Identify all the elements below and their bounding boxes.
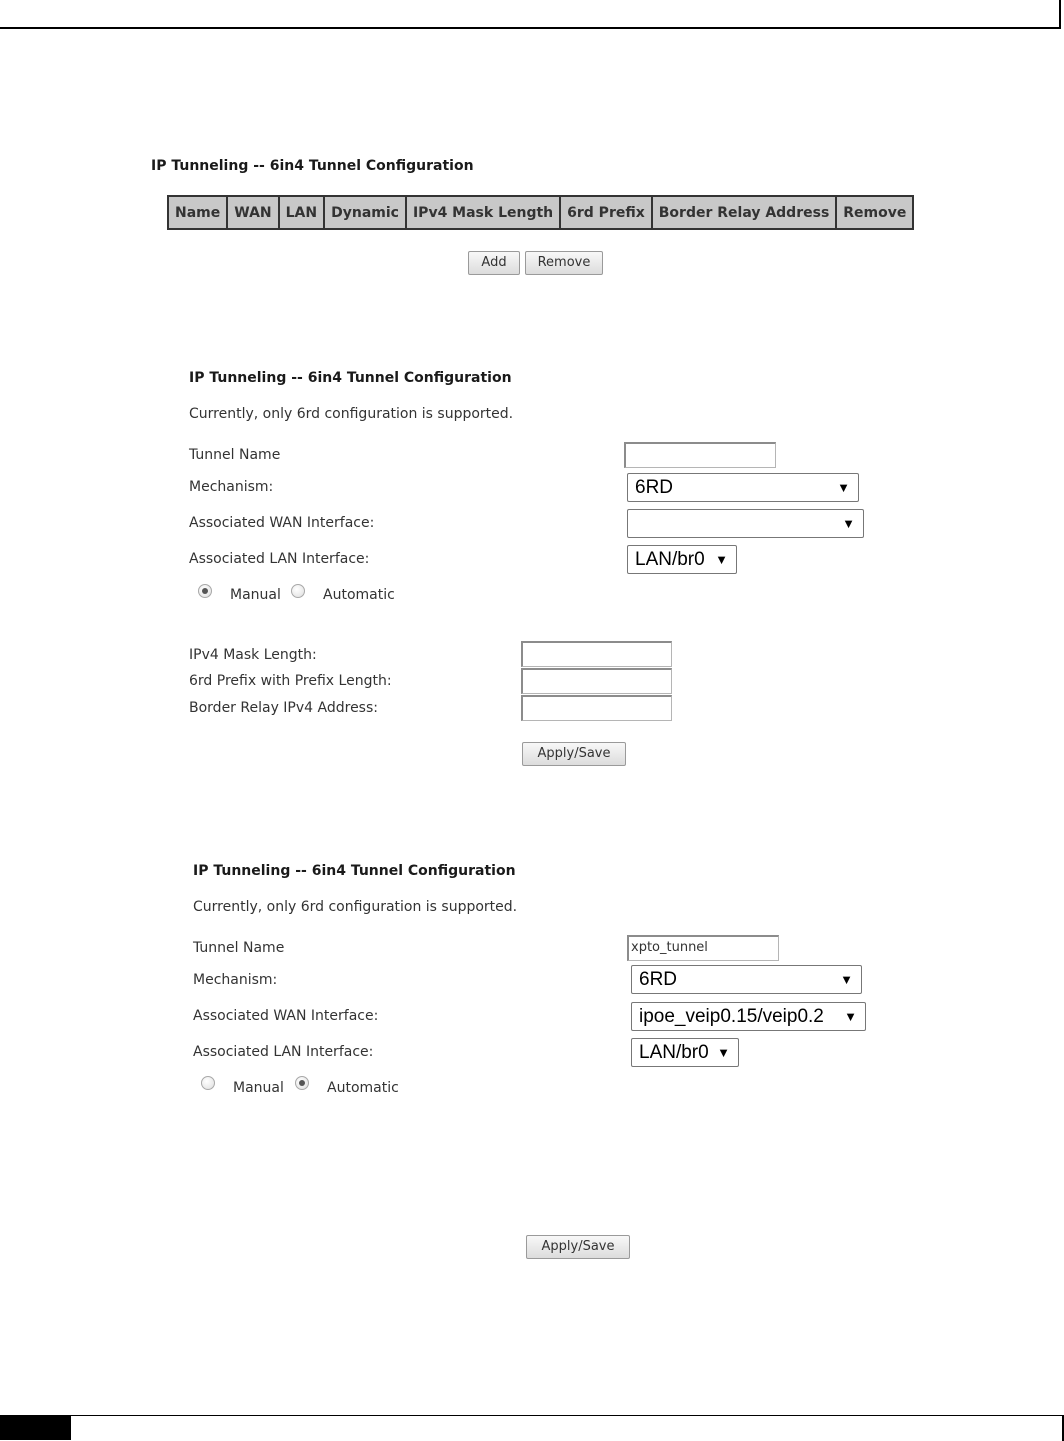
panel3-mechanism-value: 6RD — [639, 969, 678, 990]
panel2-tunnel-name-label: Tunnel Name — [189, 447, 281, 463]
col-remove: Remove — [836, 196, 913, 229]
panel3-wan-value: ipoe_veip0.15/veip0.2 — [639, 1006, 824, 1027]
dropdown-arrow-icon: ▼ — [840, 972, 853, 987]
col-lan: LAN — [279, 196, 324, 229]
dropdown-arrow-icon: ▼ — [844, 1009, 857, 1024]
panel2-lan-value: LAN/br0 — [635, 549, 705, 570]
panel2-manual-radio[interactable] — [198, 584, 212, 598]
tunnel-table-header — [168, 196, 913, 229]
panel3-wan-label: Associated WAN Interface: — [193, 1008, 379, 1024]
panel3-manual-radio[interactable] — [201, 1076, 215, 1090]
add-button[interactable]: Add — [468, 251, 520, 275]
panel2-relay-input[interactable] — [521, 695, 672, 721]
panel2-apply-save-button[interactable]: Apply/Save — [522, 742, 626, 766]
dropdown-arrow-icon: ▼ — [837, 480, 850, 495]
col-border-relay-address: Border Relay Address — [652, 196, 837, 229]
panel3-automatic-label: Automatic — [327, 1080, 399, 1096]
dropdown-arrow-icon: ▼ — [842, 516, 855, 531]
panel2-wan-select[interactable] — [627, 509, 864, 538]
panel3-tunnel-name-input[interactable]: xpto_tunnel — [627, 935, 779, 961]
panel2-mechanism-select[interactable] — [627, 473, 859, 502]
panel3-mechanism-label: Mechanism: — [193, 972, 278, 988]
panel2-automatic-label: Automatic — [323, 587, 395, 603]
panel3-apply-save-button[interactable]: Apply/Save — [526, 1235, 630, 1259]
panel2-mechanism-value: 6RD — [635, 477, 674, 498]
dropdown-arrow-icon: ▼ — [715, 552, 728, 567]
page-footer-border — [0, 1415, 1064, 1441]
col-name: Name — [168, 196, 227, 229]
panel3-wan-select[interactable] — [631, 1002, 866, 1031]
panel2-manual-label: Manual — [230, 587, 281, 603]
panel2-mask-input[interactable] — [521, 641, 672, 667]
panel3-lan-label: Associated LAN Interface: — [193, 1044, 374, 1060]
panel1-title: IP Tunneling -- 6in4 Tunnel Configuration — [151, 158, 474, 174]
panel2-note: Currently, only 6rd configuration is supported. — [189, 406, 514, 422]
panel3-lan-select[interactable] — [631, 1038, 739, 1067]
page-footer-block — [0, 1416, 71, 1440]
panel2-tunnel-name-input[interactable] — [624, 442, 776, 468]
col-6rd-prefix: 6rd Prefix — [560, 196, 652, 229]
panel3-tunnel-name-label: Tunnel Name — [193, 940, 285, 956]
panel3-title: IP Tunneling -- 6in4 Tunnel Configuration — [193, 863, 516, 879]
col-wan: WAN — [227, 196, 278, 229]
panel2-relay-label: Border Relay IPv4 Address: — [189, 700, 378, 716]
panel2-wan-label: Associated WAN Interface: — [189, 515, 375, 531]
panel3-mechanism-select[interactable] — [631, 965, 862, 994]
tunnel-table — [167, 195, 914, 230]
panel2-lan-label: Associated LAN Interface: — [189, 551, 370, 567]
panel3-automatic-radio[interactable] — [295, 1076, 309, 1090]
remove-button[interactable]: Remove — [525, 251, 603, 275]
panel2-prefix-label: 6rd Prefix with Prefix Length: — [189, 673, 392, 689]
panel2-title: IP Tunneling -- 6in4 Tunnel Configuration — [189, 370, 512, 386]
panel2-mechanism-label: Mechanism: — [189, 479, 274, 495]
col-ipv4-mask-length: IPv4 Mask Length — [406, 196, 560, 229]
panel3-lan-value: LAN/br0 — [639, 1042, 709, 1063]
panel2-automatic-radio[interactable] — [291, 584, 305, 598]
panel2-prefix-input[interactable] — [521, 668, 672, 694]
panel2-lan-select[interactable] — [627, 545, 737, 574]
panel3-note: Currently, only 6rd configuration is supported. — [193, 899, 518, 915]
col-dynamic: Dynamic — [324, 196, 406, 229]
panel2-mask-label: IPv4 Mask Length: — [189, 647, 317, 663]
dropdown-arrow-icon: ▼ — [717, 1045, 730, 1060]
page-header-border — [0, 0, 1061, 29]
panel3-manual-label: Manual — [233, 1080, 284, 1096]
